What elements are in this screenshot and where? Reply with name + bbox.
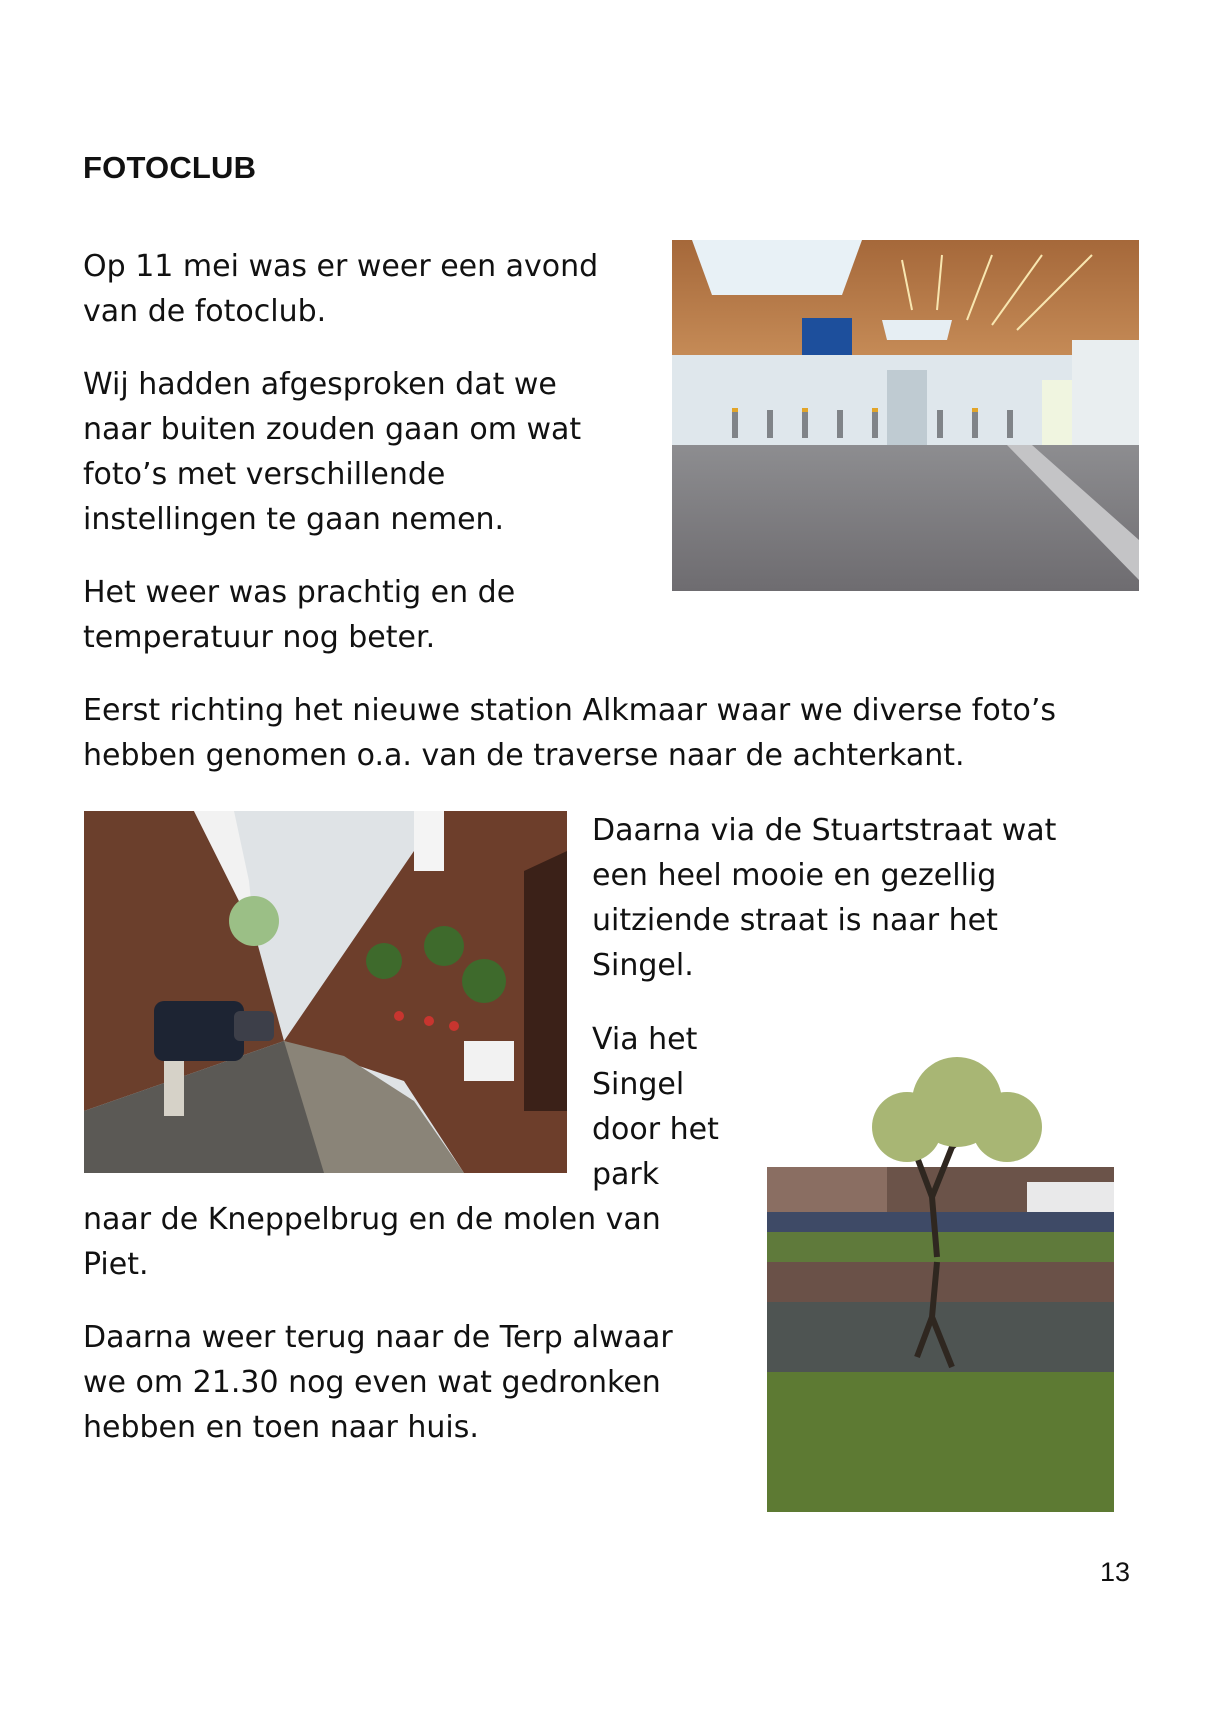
- text-line: temperatuur nog beter.: [83, 620, 436, 655]
- text-line: door het: [592, 1112, 719, 1147]
- stuartstraat-photo: [84, 811, 567, 1173]
- paragraph-singel-wide: [83, 1197, 661, 1287]
- station-hall-photo: [672, 240, 1139, 591]
- text-line: Piet.: [83, 1247, 149, 1282]
- paragraph-weather: [83, 570, 515, 660]
- paragraph-return: [83, 1315, 673, 1450]
- text-line: Singel.: [592, 948, 694, 983]
- paragraph-stuartstraat: [592, 808, 1056, 988]
- page-number: 13: [1100, 1557, 1131, 1587]
- paragraph-singel-narrow: [592, 1017, 719, 1197]
- text-line: Daarna via de Stuartstraat wat: [592, 813, 1057, 848]
- text-line: park: [592, 1157, 660, 1192]
- text-line: een heel mooie en gezellig: [592, 858, 997, 893]
- paragraph-station: [83, 688, 1056, 778]
- text-line: uitziende straat is naar het: [592, 903, 998, 938]
- singel-tree-photo: [767, 1047, 1114, 1512]
- text-line: hebben en toen naar huis.: [83, 1410, 479, 1445]
- text-line: we om 21.30 nog even wat gedronken: [83, 1365, 661, 1400]
- text-line: foto’s met verschillende: [83, 457, 446, 492]
- text-line: Op 11 mei was er weer een avond: [83, 249, 599, 284]
- text-line: Singel: [592, 1067, 685, 1102]
- text-line: instellingen te gaan nemen.: [83, 502, 505, 537]
- text-line: Daarna weer terug naar de Terp alwaar: [83, 1320, 673, 1355]
- text-line: naar buiten zouden gaan om wat: [83, 412, 582, 447]
- text-line: Via het: [592, 1022, 698, 1057]
- text-line: naar de Kneppelbrug en de molen van: [83, 1202, 661, 1237]
- page-title: FOTOCLUB: [83, 150, 257, 185]
- text-line: Eerst richting het nieuwe station Alkmaar waar we diverse foto’s: [83, 693, 1056, 728]
- text-line: Wij hadden afgesproken dat we: [83, 367, 557, 402]
- paragraph-fotoclub-evening: [83, 244, 598, 334]
- text-line: hebben genomen o.a. van de traverse naar de achterkant.: [83, 738, 965, 773]
- paragraph-plan: [83, 362, 581, 542]
- text-line: van de fotoclub.: [83, 294, 327, 329]
- text-line: Het weer was prachtig en de: [83, 575, 516, 610]
